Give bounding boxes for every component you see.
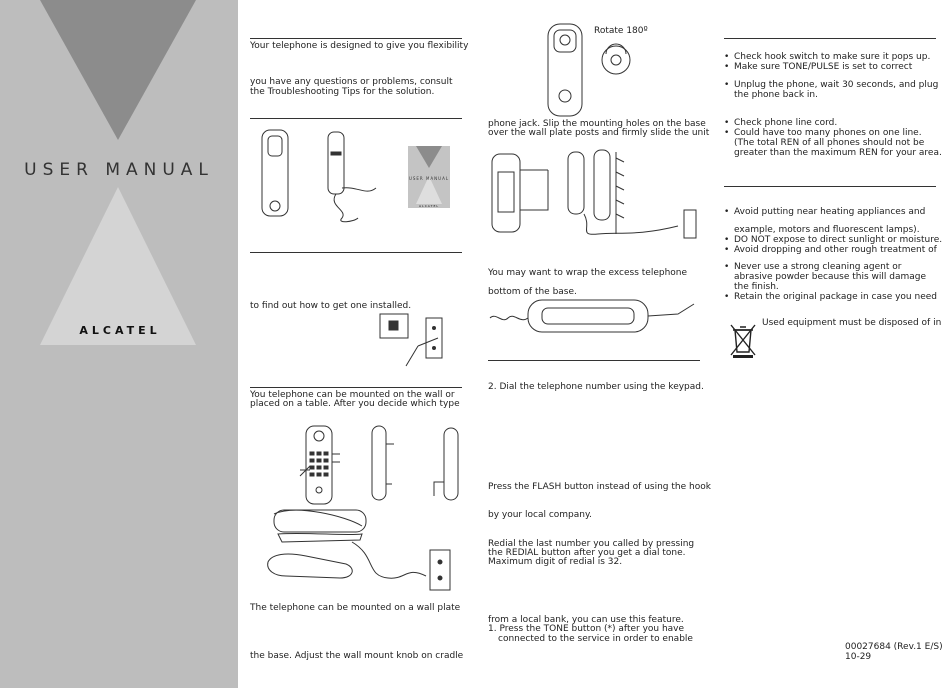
redial-line-1: Redial the last number you called by pressing: [488, 539, 695, 549]
wrap-line-2: bottom of the base.: [488, 287, 577, 297]
care-list-c: [724, 262, 937, 302]
tone-line-3: connected to the service in order to enable: [498, 634, 693, 644]
wrap-line-1: You may want to wrap the excess telephone: [488, 268, 688, 278]
rule-dial: [488, 360, 700, 361]
rule-jack: [250, 252, 462, 253]
care-list-a: [724, 207, 925, 217]
jack-line-2: over the wall plate posts and firmly slide the unit: [488, 128, 710, 138]
rule-intro: [250, 38, 462, 39]
wall-jack-illustration: [378, 310, 450, 366]
rotate-label: Rotate 180º: [594, 26, 648, 36]
handset-drawing: [328, 132, 344, 194]
rule-care: [724, 186, 936, 187]
manual-title: USER MANUAL: [24, 160, 214, 180]
trouble-c-1: • Check phone line cord.: [724, 118, 942, 128]
trouble-b-1: • Unplug the phone, wait 30 seconds, and plug: [724, 80, 938, 90]
light-triangle: [40, 187, 196, 345]
mini-manual-brand: ALCATEL: [418, 204, 440, 208]
intro-line-1: Your telephone is designed to give you flexibility: [250, 41, 469, 51]
care-6: abrasive powder because this will damage: [734, 272, 927, 282]
cover-panel: [0, 0, 238, 688]
trouble-list-b: [724, 80, 938, 100]
trouble-c-2: • Could have too many phones on one line.: [724, 128, 942, 138]
rule-mounting: [250, 387, 462, 388]
care-8: • Retain the original package in case you need: [724, 292, 937, 302]
cord-wrap-illustration: [488, 296, 700, 336]
intro-line-3: the Troubleshooting Tips for the solution.: [250, 87, 435, 97]
trouble-a-1: • Check hook switch to make sure it pops up.: [724, 52, 930, 62]
trouble-a-2: • Make sure TONE/PULSE is set to correct: [724, 62, 930, 72]
flash-line-1: Press the FLASH button instead of using the hook: [488, 482, 711, 492]
care-5: • Never use a strong cleaning agent or: [724, 262, 937, 272]
intro-line-2: you have any questions or problems, consult: [250, 77, 453, 87]
jack-line-1: phone jack. Slip the mounting holes on the base: [488, 119, 706, 129]
keypad-front-view: [306, 426, 332, 504]
trouble-b-2: the phone back in.: [734, 90, 818, 100]
wall-mount-illustration: [488, 148, 700, 240]
mount-line-2: placed on a table. After you decide which type: [250, 399, 460, 409]
dial-text: 2. Dial the telephone number using the keypad.: [488, 382, 704, 392]
weee-text: Used equipment must be disposed of in: [762, 318, 942, 328]
trouble-c-3: (The total REN of all phones should not be: [734, 138, 925, 148]
document-date: 10-29: [845, 652, 872, 662]
care-1: • Avoid putting near heating appliances and: [724, 207, 925, 217]
care-2: example, motors and fluorescent lamps).: [734, 225, 920, 235]
care-7: the finish.: [734, 282, 779, 292]
care-3: • DO NOT expose to direct sunlight or moisture.: [724, 235, 942, 245]
mini-manual-title: USER MANUAL: [408, 176, 450, 181]
trouble-c-4: greater than the maximum REN for your area.: [734, 148, 942, 158]
phone-base-drawing: [262, 130, 288, 216]
redial-line-2: the REDIAL button after you get a dial tone.: [488, 548, 686, 558]
tone-line-1: from a local bank, you can use this feature.: [488, 615, 684, 625]
trouble-list-a: [724, 52, 930, 72]
document-number: 00027684 (Rev.1 E/S): [845, 642, 943, 652]
rule-trouble: [724, 38, 936, 39]
phone-parts-illustration: [300, 422, 470, 506]
care-4: • Avoid dropping and other rough treatment of: [724, 245, 942, 255]
table-mount-illustration: [266, 506, 462, 596]
wallplate-line-2: the base. Adjust the wall mount knob on cradle: [250, 651, 464, 661]
tone-line-2: 1. Press the TONE button (*) after you have: [488, 624, 685, 634]
redial-line-3: Maximum digit of redial is 32.: [488, 557, 623, 567]
weee-bin-icon: [728, 322, 758, 358]
dark-triangle: [40, 0, 196, 140]
care-list-b: [724, 225, 942, 255]
flash-line-2: by your local company.: [488, 510, 592, 520]
rule-contents: [250, 118, 462, 119]
wallplate-line-1: The telephone can be mounted on a wall plate: [250, 603, 461, 613]
cover-triangles: [0, 0, 238, 688]
trouble-list-c: [724, 118, 942, 158]
side-view-2: [444, 428, 458, 500]
mount-line-1: You telephone can be mounted on the wall or: [250, 390, 455, 400]
brand-name: ALCATEL: [79, 324, 161, 337]
side-view-1: [372, 426, 386, 500]
jack-text: to find out how to get one installed.: [250, 301, 412, 311]
